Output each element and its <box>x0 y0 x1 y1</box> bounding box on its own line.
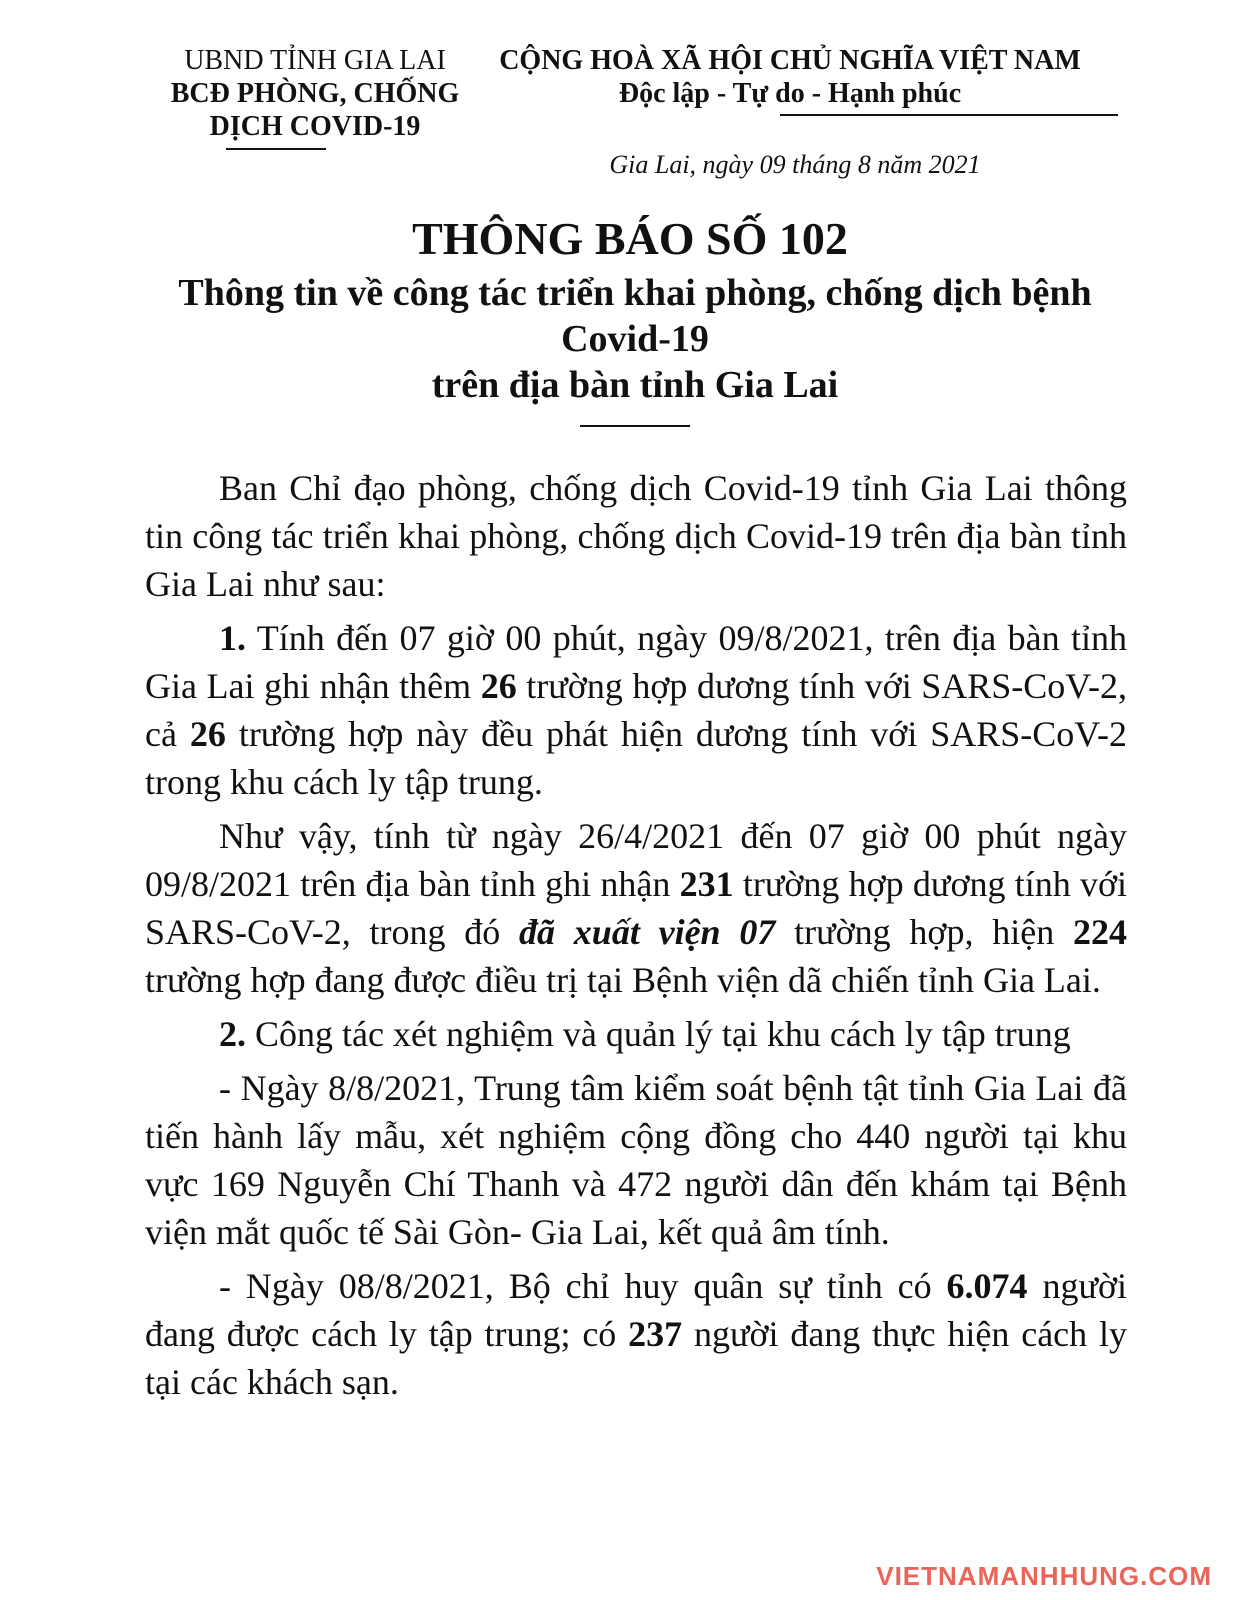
title-underline <box>580 425 690 427</box>
paragraph-4: - Ngày 8/8/2021, Trung tâm kiểm soát bệnh tật tỉnh Gia Lai đã tiến hành lấy mẫu, xét nghiệm cộng đồng cho 440 người tại khu vực 169 Nguyễn Chí Thanh và 472 người dân đến khám tại Bệnh viện mắt quốc tế Sài Gòn- Gia Lai, kết quả âm tính. <box>145 1068 1127 1252</box>
issuer-line-1: UBND TỈNH GIA LAI <box>184 45 446 76</box>
issuer-line-3: DỊCH COVID-19 <box>209 111 421 142</box>
paragraph-1: 1. Tính đến 07 giờ 00 phút, ngày 09/8/2021, trên địa bàn tỉnh Gia Lai ghi nhận thêm 26 trường hợp dương tính với SARS-CoV-2, cả 26 trường hợp này đều phát hiện dương tính với SARS-CoV-2 trong khu cách ly tập trung. <box>145 618 1127 802</box>
document-body <box>145 464 1127 1412</box>
quarantine-people-count: 6.074 <box>946 1266 1028 1306</box>
subtitle-line-2: Covid-19 <box>561 318 709 360</box>
discharged-text: đã xuất viện 07 <box>519 912 776 952</box>
document-title: THÔNG BÁO SỐ 102 <box>412 213 848 264</box>
quarantine-cases-count: 26 <box>189 714 226 754</box>
paragraph-3: 2. Công tác xét nghiệm và quản lý tại khu cách ly tập trung <box>219 1014 1071 1054</box>
paragraph-5: - Ngày 08/8/2021, Bộ chỉ huy quân sự tỉnh có 6.074 người đang được cách ly tập trung; có 237 người đang thực hiện cách ly tại các khách sạn. <box>145 1266 1127 1402</box>
section-number-2: 2. <box>219 1014 246 1054</box>
site-watermark: VIETNAMANHHUNG.COM <box>876 1561 1212 1591</box>
issuer-line-2: BCĐ PHÒNG, CHỐNG <box>170 78 460 109</box>
issuer-block <box>150 44 480 143</box>
national-title: CỘNG HOÀ XÃ HỘI CHỦ NGHĨA VIỆT NAM <box>499 45 1081 76</box>
document-subtitle <box>120 270 1150 408</box>
new-cases-count: 26 <box>480 666 517 706</box>
issuer-underline <box>226 148 326 150</box>
subtitle-line-3: trên địa bàn tỉnh Gia Lai <box>431 364 839 406</box>
section-number-1: 1. <box>219 618 246 658</box>
national-motto: Độc lập - Tự do - Hạnh phúc <box>618 78 962 109</box>
intro-paragraph: Ban Chỉ đạo phòng, chống dịch Covid-19 tỉnh Gia Lai thông tin công tác triển khai phòng, chống dịch Covid-19 trên địa bàn tỉnh Gia Lai như sau: <box>145 468 1127 604</box>
national-motto-block <box>470 44 1110 110</box>
subtitle-line-1: Thông tin về công tác triển khai phòng, chống dịch bệnh <box>178 272 1092 314</box>
motto-underline <box>780 114 1118 116</box>
total-cases-count: 231 <box>679 864 734 904</box>
treating-cases-count: 224 <box>1072 912 1127 952</box>
document-date: Gia Lai, ngày 09 tháng 8 năm 2021 <box>609 150 981 179</box>
paragraph-2: Như vậy, tính từ ngày 26/4/2021 đến 07 giờ 00 phút ngày 09/8/2021 trên địa bàn tỉnh ghi nhận 231 trường hợp dương tính với SARS-CoV-2, trong đó đã xuất viện 07 trường hợp, hiện 224 trường hợp đang được điều trị tại Bệnh viện dã chiến tỉnh Gia Lai. <box>145 816 1128 1000</box>
hotel-people-count: 237 <box>628 1314 683 1354</box>
